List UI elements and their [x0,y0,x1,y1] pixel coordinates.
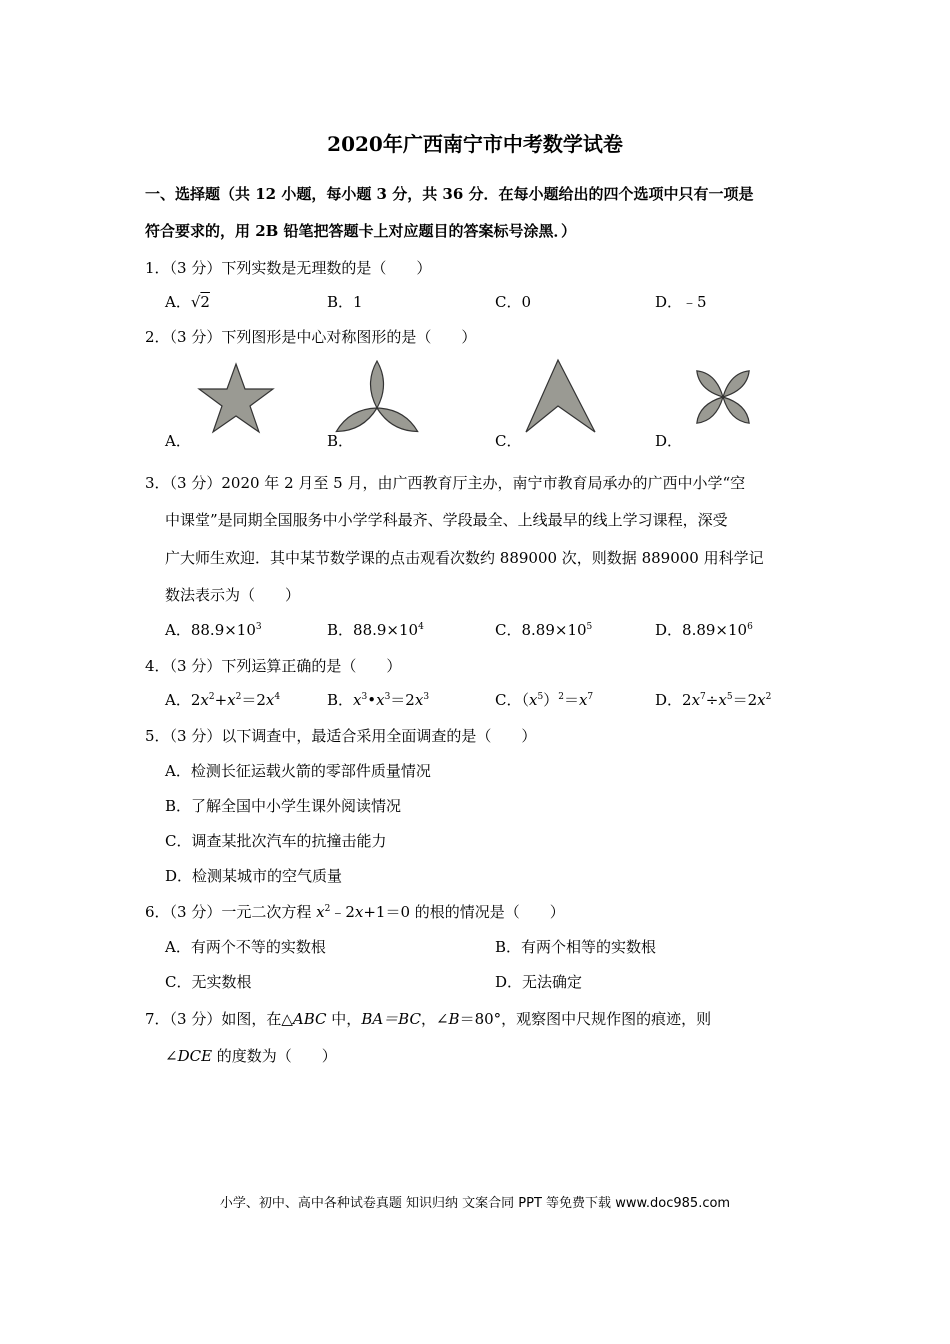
q5-option-d: D．检测某城市的空气质量 [165,867,343,885]
q2-option-a-label: A． [165,432,191,450]
q6-option-c: C．无实数根 [165,973,252,991]
q4-option-d: D．$2x^7\div x^5=2x^2$ [655,691,772,709]
question-6-stem: 6．（3 分）一元二次方程 $x^2﹣2x+1=0$ 的根的情况是（ ） [145,903,565,921]
question-2-stem: 2．（3 分）下列图形是中心对称图形的是（ ） [145,328,477,346]
q5-option-b: B．了解全国中小学生课外阅读情况 [165,797,402,815]
section-header-line2: 符合要求的，用 2B 铅笔把答题卡上对应题目的答案标号涂黑．） [145,222,577,240]
q6-option-d: D．无法确定 [495,973,583,991]
q3-option-a: A．$88.9\times 10^3$ [165,621,262,639]
question-4-stem: 4．（3 分）下列运算正确的是（ ） [145,657,402,675]
q4-option-c: C．$(x^5)^2=x^7$ [495,691,594,709]
sqrt-symbol: √ [190,293,201,311]
q2-option-d-label: D． [655,432,683,450]
q5-option-c: C．调查某批次汽车的抗撞击能力 [165,832,387,850]
q1-option-b: B．1 [327,293,363,311]
four-petal-shape-figure [683,358,763,436]
three-petal-shape-figure [330,360,425,436]
q3-option-d: D．$8.89\times 10^6$ [655,621,753,639]
question-3-line2: 中课堂”是同期全国服务中小学学科最齐、学段最全、上线最早的线上学习课程，深受 [165,511,728,529]
q1-option-a: A．√2 [165,293,210,311]
q6-option-a: A．有两个不等的实数根 [165,938,326,956]
question-3-line1: 3．（3 分）2020 年 2 月至 5 月，由广西教育厅主办，南宁市教育局承办的广西中小学“空 [145,474,746,492]
question-3-line4: 数法表示为（ ） [165,586,301,604]
footer-text: 小学、初中、高中各种试卷真题 知识归纳 文案合同 PPT 等免费下载 www.doc985.com [219,1196,731,1211]
question-3-line3: 广大师生欢迎．其中某节数学课的点击观看次数约 889000 次，则数据 889000 用科学记 [165,549,764,567]
section-header-line1: 一、选择题（共 12 小题，每小题 3 分，共 36 分．在每小题给出的四个选项中只有一项是 [145,185,754,203]
q6-option-b: B．有两个相等的实数根 [495,938,657,956]
star-shape-figure [196,362,276,434]
q4-option-a: A．$2x^2+x^2=2x^4$ [165,691,281,709]
q2-option-b-label: B． [327,432,354,450]
question-5-stem: 5．（3 分）以下调查中，最适合采用全面调查的是（ ） [145,727,537,745]
q1-option-c: C．0 [495,293,532,311]
q5-option-a: A．检测长征运载火箭的零部件质量情况 [165,762,431,780]
q2-option-c-label: C． [495,432,522,450]
q3-option-c: C．$8.89\times 10^5$ [495,621,593,639]
question-1-stem: 1．（3 分）下列实数是无理数的是（ ） [145,259,432,277]
arrowhead-shape-figure [523,358,599,436]
q3-option-b: B．$88.9\times 10^4$ [327,621,424,639]
page-title: 2020年广西南宁市中考数学试卷 [327,132,623,156]
question-7-line2: ∠DCE 的度数为（ ） [165,1047,337,1065]
q1-option-d: D．﹣5 [655,293,707,311]
question-7-line1: 7．（3 分）如图，在△ABC 中，BA＝BC，∠B＝80°，观察图中尺规作图的痕迹，则 [145,1010,712,1028]
q4-option-b: B．$x^3•x^3=2x^3$ [327,691,430,709]
